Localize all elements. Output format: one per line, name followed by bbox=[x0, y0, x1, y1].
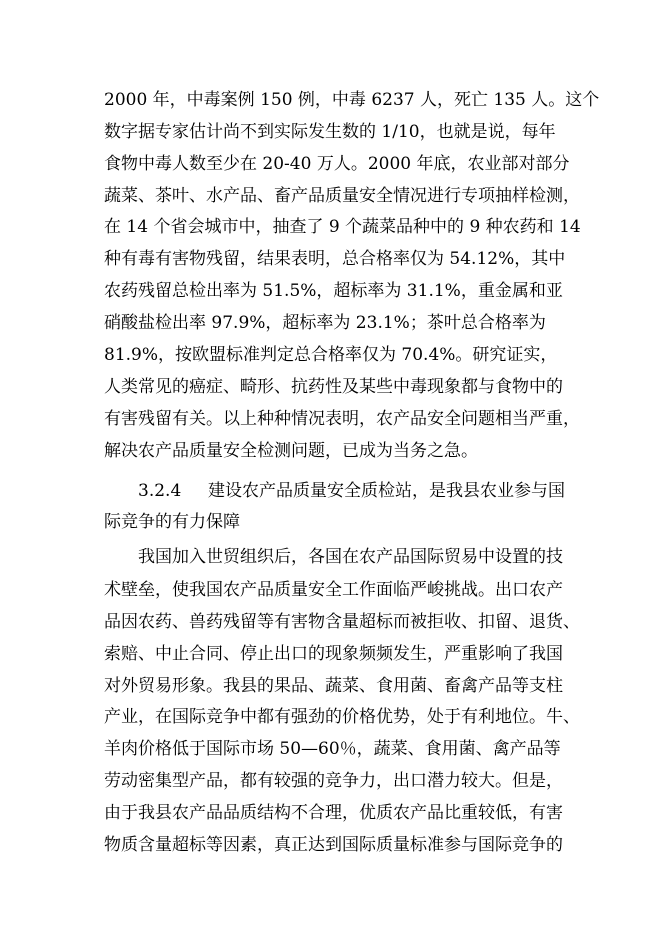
paragraph-1-line-11: 有害残留有关。以上种种情况表明，农产品安全问题相当严重， bbox=[104, 409, 580, 429]
paragraph-2-line-6: 产业，在国际竞争中都有强劲的价格优势，处于有利地位。牛、 bbox=[104, 707, 580, 727]
paragraph-2-line-1: 我国加入世贸组织后，各国在农产品国际贸易中设置的技 bbox=[138, 547, 563, 567]
paragraph-1-line-5: 在 14 个省会城市中，抽查了 9 个蔬菜品种中的 9 种农药和 14 bbox=[104, 217, 581, 237]
paragraph-1-line-3: 食物中毒人数至少在 20-40 万人。2000 年底，农业部对部分 bbox=[104, 154, 570, 174]
paragraph-1-line-9: 81.9%，按欧盟标准判定总合格率仅为 70.4%。研究证实， bbox=[104, 345, 558, 365]
paragraph-1-line-10: 人类常见的癌症、畸形、抗药性及某些中毒现象都与食物中的 bbox=[104, 377, 563, 397]
paragraph-2-line-3: 品因农药、兽药残留等有害物含量超标而被拒收、扣留、退货、 bbox=[104, 612, 580, 632]
paragraph-1-line-6: 种有毒有害物残留，结果表明，总合格率仅为 54.12%，其中 bbox=[104, 249, 566, 269]
paragraph-1-line-8: 硝酸盐检出率 97.9%，超标率为 23.1%；茶叶总合格率为 bbox=[104, 313, 546, 333]
paragraph-1-line-12: 解决农产品质量安全检测问题，已成为当务之急。 bbox=[104, 441, 478, 461]
paragraph-2-line-7: 羊肉价格低于国际市场 50—60％，蔬菜、食用菌、禽产品等 bbox=[104, 739, 561, 759]
paragraph-2-line-8: 劳动密集型产品，都有较强的竞争力，出口潜力较大。但是， bbox=[104, 771, 563, 791]
section-title-line-1: 建设农产品质量安全质检站，是我县农业参与国 bbox=[208, 481, 565, 501]
paragraph-2-line-9: 由于我县农产品品质结构不合理，优质农产品比重较低，有害 bbox=[104, 803, 563, 823]
paragraph-1-line-1: 2000 年，中毒案例 150 例，中毒 6237 人，死亡 135 人。这个 bbox=[104, 90, 600, 110]
paragraph-1-line-2: 数字据专家估计尚不到实际发生数的 1/10，也就是说，每年 bbox=[104, 122, 556, 142]
section-number: 3.2.4 bbox=[138, 481, 182, 501]
paragraph-2-line-10: 物质含量超标等因素，真正达到国际质量标准参与国际竞争的 bbox=[104, 835, 563, 855]
paragraph-1-line-7: 农药残留总检出率为 51.5%，超标率为 31.1%，重金属和亚 bbox=[104, 281, 563, 301]
paragraph-2-line-4: 索赔、中止合同、停止出口的现象频频发生，严重影响了我国 bbox=[104, 644, 563, 664]
paragraph-1-line-4: 蔬菜、茶叶、水产品、畜产品质量安全情况进行专项抽样检测， bbox=[104, 186, 580, 206]
paragraph-2-line-5: 对外贸易形象。我县的果品、蔬菜、食用菌、畜禽产品等支柱 bbox=[104, 676, 563, 696]
section-title-line-2: 际竞争的有力保障 bbox=[104, 512, 240, 532]
section-heading bbox=[138, 481, 565, 501]
paragraph-2-line-2: 术壁垒，使我国农产品质量安全工作面临严峻挑战。出口农产 bbox=[104, 580, 563, 600]
